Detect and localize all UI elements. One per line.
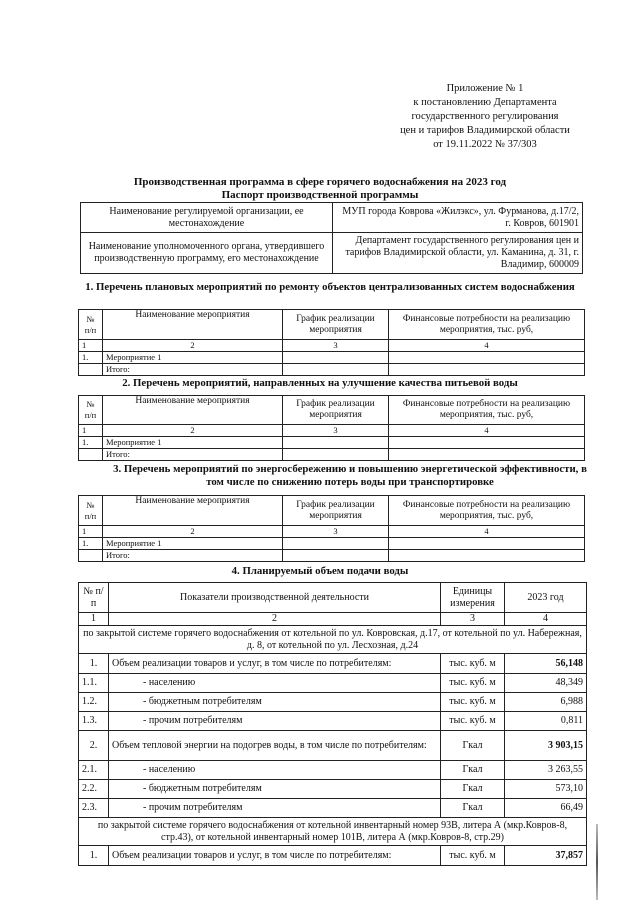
scan-edge-mark xyxy=(596,824,598,900)
row-value: 66,49 xyxy=(505,799,587,818)
row-unit: Гкал xyxy=(441,761,505,780)
header-num: № п/п xyxy=(79,496,103,526)
col-num: 4 xyxy=(389,340,585,352)
row-num: 1. xyxy=(79,437,103,449)
col-num: 3 xyxy=(283,526,389,538)
table-row xyxy=(79,550,585,562)
section-2-table xyxy=(78,395,585,461)
passport-row xyxy=(81,233,583,274)
passport-label: Наименование уполномоченного органа, утвердившего производственную программу, его местонахождение xyxy=(81,233,333,274)
group-heading-2: по закрытой системе горячего водоснабжения от котельной инвентарный номер 93В, литера А (мкр.Ковров-8, стр.43), от котельной инвентарный номер 101В, литера А (мкр.Ковров-8, стр.29) xyxy=(79,818,587,846)
total-label: Итого: xyxy=(103,364,283,376)
row-num: 1.2. xyxy=(79,693,109,712)
col-num: 1 xyxy=(79,340,103,352)
total-label: Итого: xyxy=(103,550,283,562)
section-1-table xyxy=(78,309,585,376)
table-row xyxy=(79,799,587,818)
col-num: 1 xyxy=(79,526,103,538)
row-name: - прочим потребителям xyxy=(109,712,441,731)
table-row xyxy=(79,731,587,761)
col-num: 1 xyxy=(79,425,103,437)
program-title: Производственная программа в сфере горячего водоснабжения на 2023 год xyxy=(133,176,507,188)
col-num: 4 xyxy=(389,526,585,538)
col-num: 4 xyxy=(505,613,587,626)
table-row xyxy=(79,364,585,376)
col-num: 3 xyxy=(283,425,389,437)
section-3-title: 3. Перечень мероприятий по энергосбережению и повышению энергетической эффективности, в том числе по снижению потерь воды при транспортировке xyxy=(113,463,587,488)
row-value: 3 903,15 xyxy=(505,731,587,761)
row-unit: тыс. куб. м xyxy=(441,693,505,712)
header-name: Наименование мероприятия xyxy=(103,310,283,340)
total-label: Итого: xyxy=(103,449,283,461)
passport-label: Наименование регулируемой организации, ее местонахождение xyxy=(81,203,333,233)
section-3-table xyxy=(78,495,585,562)
section-2-title: 2. Перечень мероприятий, направленных на улучшение качества питьевой воды xyxy=(122,377,518,389)
col-num: 3 xyxy=(441,613,505,626)
row-name: - населению xyxy=(109,674,441,693)
passport-value: МУП города Коврова «Жилэкс», ул. Фурманова, д.17/2, г. Ковров, 601901 xyxy=(333,203,583,233)
header-finance: Финансовые потребности на реализацию мероприятия, тыс. руб, xyxy=(389,396,585,425)
row-name: Мероприятие 1 xyxy=(103,437,283,449)
row-num: 2.2. xyxy=(79,780,109,799)
row-name: Объем реализации товаров и услуг, в том числе по потребителям: xyxy=(109,846,441,866)
col-num: 2 xyxy=(103,340,283,352)
header-name: Наименование мероприятия xyxy=(103,496,283,526)
table-row xyxy=(79,437,585,449)
table-row xyxy=(79,761,587,780)
col-num: 4 xyxy=(389,425,585,437)
row-num: 2. xyxy=(79,731,109,761)
col-num: 1 xyxy=(79,613,109,626)
row-name: - населению xyxy=(109,761,441,780)
col-num: 2 xyxy=(103,425,283,437)
row-num: 1. xyxy=(79,846,109,866)
group-heading-1: по закрытой системе горячего водоснабжения от котельной по ул. Ковровская, д.17, от котельной по ул. Набережная, д. 8, от котельной по ул. Лесхозная, д.24 xyxy=(79,626,587,654)
passport-table xyxy=(80,202,583,274)
table-row xyxy=(79,712,587,731)
header-name: Наименование мероприятия xyxy=(103,396,283,425)
col-num: 2 xyxy=(109,613,441,626)
header-unit: Единицы измерения xyxy=(441,583,505,613)
passport-row xyxy=(81,203,583,233)
header-num: № п/п xyxy=(79,583,109,613)
header-schedule: График реализации мероприятия xyxy=(283,396,389,425)
row-value: 3 263,55 xyxy=(505,761,587,780)
row-name: - прочим потребителям xyxy=(109,799,441,818)
table-row xyxy=(79,693,587,712)
header-indicator: Показатели производственной деятельности xyxy=(109,583,441,613)
row-name: - бюджетным потребителям xyxy=(109,693,441,712)
volume-table xyxy=(78,582,587,866)
header-finance: Финансовые потребности на реализацию мероприятия, тыс. руб, xyxy=(389,496,585,526)
section-4-title: 4. Планируемый объем подачи воды xyxy=(231,565,409,577)
header-year: 2023 год xyxy=(505,583,587,613)
table-row xyxy=(79,846,587,866)
row-unit: тыс. куб. м xyxy=(441,674,505,693)
row-name: - бюджетным потребителям xyxy=(109,780,441,799)
section-1-title: 1. Перечень плановых мероприятий по ремонту объектов централизованных систем водоснабжения xyxy=(85,281,575,293)
header-num: № п/п xyxy=(79,310,103,340)
table-row xyxy=(79,654,587,674)
table-row xyxy=(79,352,585,364)
col-num: 2 xyxy=(103,526,283,538)
row-value: 6,988 xyxy=(505,693,587,712)
row-name: Объем реализации товаров и услуг, в том числе по потребителям: xyxy=(109,654,441,674)
approval-line-2: к постановлению Департамента xyxy=(413,97,557,108)
approval-line-3: государственного регулирования xyxy=(411,111,559,122)
row-unit: Гкал xyxy=(441,799,505,818)
row-num: 1.3. xyxy=(79,712,109,731)
row-name: Объем тепловой энергии на подогрев воды, в том числе по потребителям: xyxy=(109,731,441,761)
header-schedule: График реализации мероприятия xyxy=(283,496,389,526)
approval-block xyxy=(380,82,590,152)
table-row xyxy=(79,674,587,693)
row-unit: тыс. куб. м xyxy=(441,846,505,866)
header-num: № п/п xyxy=(79,396,103,425)
row-num: 2.1. xyxy=(79,761,109,780)
row-value: 573,10 xyxy=(505,780,587,799)
table-row xyxy=(79,538,585,550)
table-row xyxy=(79,449,585,461)
passport-value: Департамент государственного регулирования цен и тарифов Владимирской области, ул. Каманина, д. 31, г. Владимир, 600009 xyxy=(333,233,583,274)
row-unit: тыс. куб. м xyxy=(441,654,505,674)
header-schedule: График реализации мероприятия xyxy=(283,310,389,340)
row-unit: Гкал xyxy=(441,731,505,761)
passport-heading: Паспорт производственной программы xyxy=(221,189,419,201)
row-num: 1. xyxy=(79,352,103,364)
row-value: 56,148 xyxy=(505,654,587,674)
row-value: 0,811 xyxy=(505,712,587,731)
row-num: 1.1. xyxy=(79,674,109,693)
row-value: 37,857 xyxy=(505,846,587,866)
approval-line-1: Приложение № 1 xyxy=(446,83,524,94)
row-unit: тыс. куб. м xyxy=(441,712,505,731)
approval-line-4: цен и тарифов Владимирской области xyxy=(400,125,570,136)
row-num: 1. xyxy=(79,538,103,550)
row-name: Мероприятие 1 xyxy=(103,538,283,550)
row-value: 48,349 xyxy=(505,674,587,693)
col-num: 3 xyxy=(283,340,389,352)
row-num: 2.3. xyxy=(79,799,109,818)
row-unit: Гкал xyxy=(441,780,505,799)
row-name: Мероприятие 1 xyxy=(103,352,283,364)
header-finance: Финансовые потребности на реализацию мероприятия, тыс. руб, xyxy=(389,310,585,340)
approval-line-5: от 19.11.2022 № 37/303 xyxy=(433,139,537,150)
row-num: 1. xyxy=(79,654,109,674)
table-row xyxy=(79,780,587,799)
